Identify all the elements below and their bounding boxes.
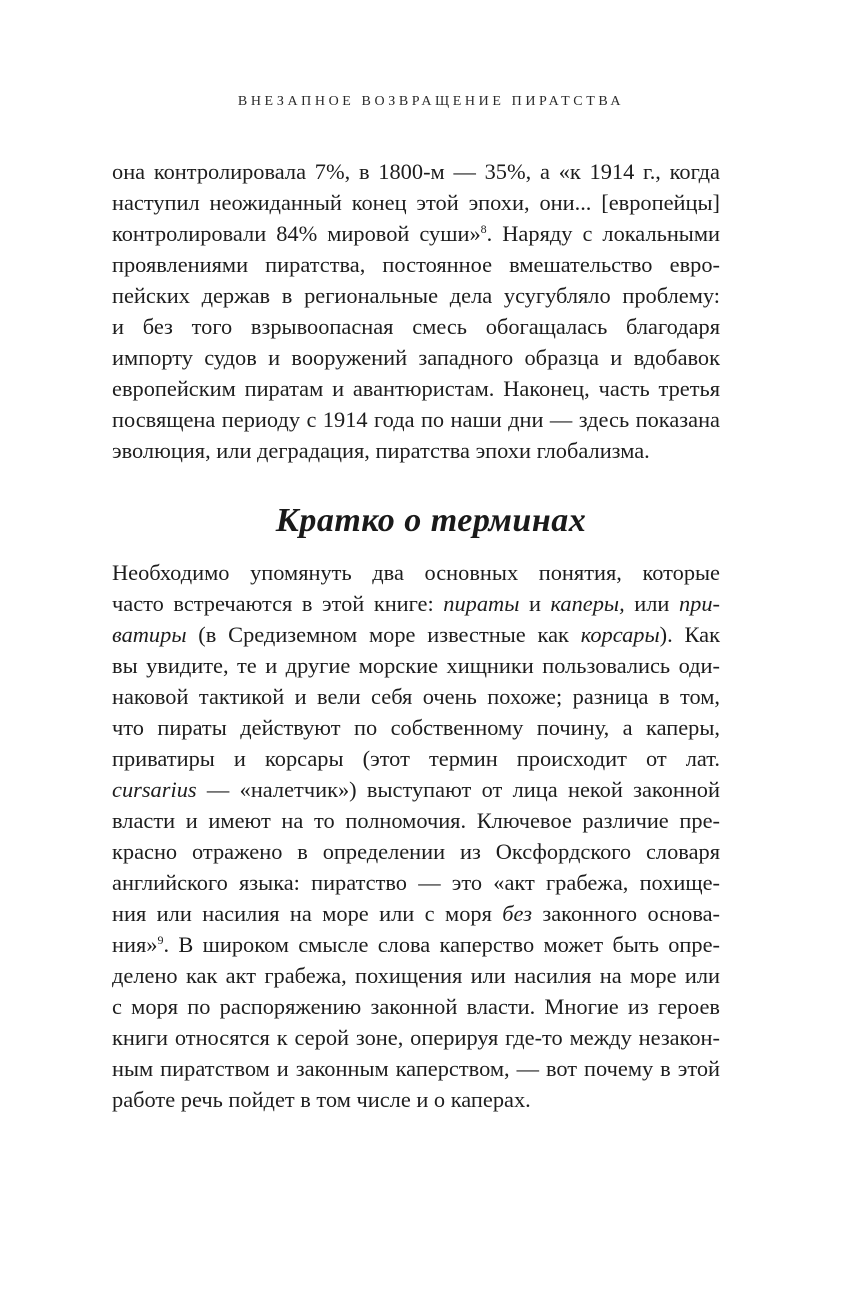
paragraph-2-line xyxy=(112,929,720,960)
paragraph-2-line xyxy=(112,619,720,650)
paragraph-2-line: вы увидите, те и другие морские хищники пользовались оди- xyxy=(112,653,720,678)
paragraph-1-line: пейских держав в региональные дела усугубляло проблему: xyxy=(112,283,720,308)
text-span: часто встречаются в этой книге: xyxy=(112,591,444,616)
italic-term: каперы, xyxy=(550,591,625,616)
italic-term: пираты xyxy=(443,591,520,616)
italic-term: при- xyxy=(678,591,720,616)
section-heading: Кратко о терминах xyxy=(275,502,587,539)
footnote-ref-8[interactable]: 8 xyxy=(480,222,487,236)
text-span: ния или насилия на море или с моря xyxy=(112,901,503,926)
italic-term: cursarius xyxy=(112,777,197,802)
paragraph-1-line: посвящена периоду с 1914 года по наши дни — здесь показана xyxy=(112,407,720,432)
paragraph-2-line: Необходимо упомянуть два основных понятия, которые xyxy=(112,560,720,585)
paragraph-2-line: власти и имеют на то полномочия. Ключевое различие пре- xyxy=(112,808,720,833)
footnote-ref-9[interactable]: 9 xyxy=(157,933,164,947)
running-head: ВНЕЗАПНОЕ ВОЗВРАЩЕНИЕ ПИРАТСТВА xyxy=(237,94,625,109)
italic-term: без xyxy=(502,901,532,926)
text-span: или xyxy=(624,591,679,616)
paragraph-1-line: эволюция, или деградация, пиратства эпохи глобализма. xyxy=(112,438,650,463)
paragraph-2-line: красно отражено в определении из Оксфордского словаря xyxy=(112,839,720,864)
text-span: ния» xyxy=(112,932,158,957)
text-span: . Наряду с локальными xyxy=(486,221,721,246)
paragraph-2-line: с моря по распоряжению законной власти. Многие из героев xyxy=(112,994,720,1019)
paragraph-1-line: европейским пиратам и авантюристам. Наконец, часть третья xyxy=(112,376,720,401)
text-span: законного основа- xyxy=(531,901,720,926)
paragraph-2-line: делено как акт грабежа, похищения или насилия на море или xyxy=(112,963,720,988)
paragraph-1-line: и без того взрывоопасная смесь обогащалась благодаря xyxy=(112,314,720,339)
paragraph-2-line xyxy=(112,774,720,805)
paragraph-2-line: ным пиратством и законным каперством, — вот почему в этой xyxy=(112,1056,720,1081)
text-span: контролировали 84% мировой суши» xyxy=(112,221,481,246)
paragraph-1-line: она контролировала 7%, в 1800-м — 35%, а «к 1914 г., когда xyxy=(112,159,720,184)
paragraph-2-line: английского языка: пиратство — это «акт грабежа, похище- xyxy=(112,870,720,895)
paragraph-2-line xyxy=(112,898,720,929)
paragraph-1-line: импорту судов и вооружений западного образца и вдобавок xyxy=(112,345,720,370)
text-span: (в Средиземном море известные как xyxy=(186,622,581,647)
paragraph-2-line: наковой тактикой и вели себя очень похоже; разница в том, xyxy=(112,684,720,709)
paragraph-2-line xyxy=(112,588,720,619)
paragraph-2-line: книги относятся к серой зоне, оперируя где-то между незакон- xyxy=(112,1025,720,1050)
text-span: — «налетчик») выступают от лица некой законной xyxy=(196,777,720,802)
paragraph-2-line: работе речь пойдет в том числе и о каперах. xyxy=(112,1087,531,1112)
text-span: ). Как xyxy=(659,622,720,647)
paragraph-1-line: проявлениями пиратства, постоянное вмешательство евро- xyxy=(112,252,720,277)
italic-term: корсары xyxy=(580,622,660,647)
paragraph-2-line: приватиры и корсары (этот термин происходит от лат. xyxy=(112,746,720,771)
italic-term: ватиры xyxy=(112,622,187,647)
paragraph-1-line xyxy=(112,218,720,249)
text-span: . В широком смысле слова каперство может быть опре- xyxy=(163,932,720,957)
paragraph-1-line: наступил неожиданный конец этой эпохи, они... [европейцы] xyxy=(112,190,720,215)
text-span: и xyxy=(519,591,551,616)
paragraph-2-line: что пираты действуют по собственному почину, а каперы, xyxy=(112,715,720,740)
